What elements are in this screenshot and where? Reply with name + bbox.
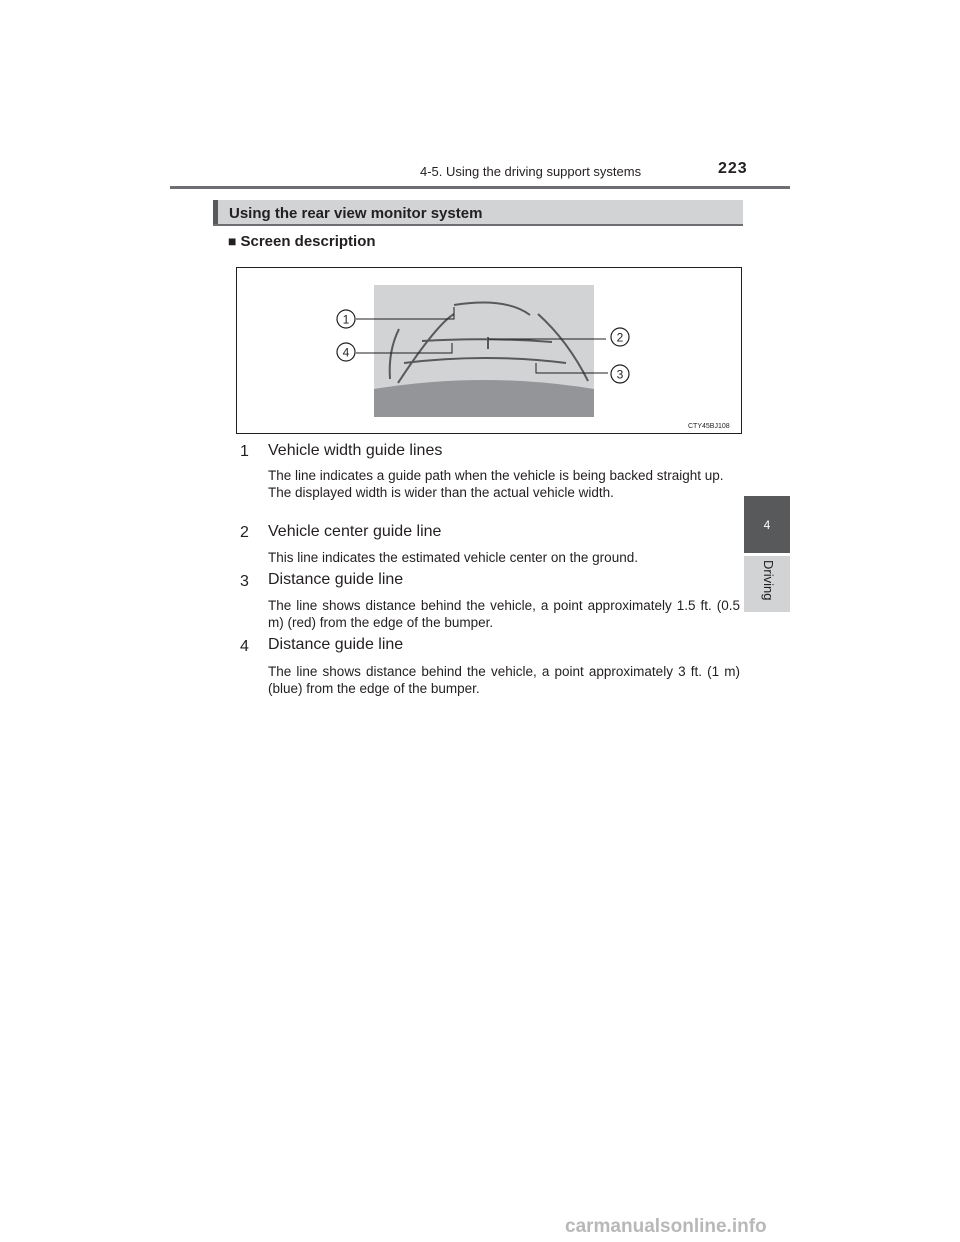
- item-title: Vehicle center guide line: [268, 523, 442, 540]
- bumper-area: [374, 380, 594, 417]
- header-divider: [170, 186, 790, 189]
- watermark-text: carmanualsonline.info: [565, 1216, 767, 1237]
- callout-3: [611, 365, 629, 383]
- chapter-number-tab: [744, 496, 790, 553]
- callout-2: [611, 328, 629, 346]
- square-bullet-icon: ■: [228, 233, 237, 249]
- svg-text:2: 2: [616, 330, 624, 345]
- item-number: 3: [240, 573, 249, 590]
- item-title: Distance guide line: [268, 571, 404, 588]
- callout-4: [337, 343, 355, 361]
- item-title: Vehicle width guide lines: [268, 442, 443, 459]
- subheading-text: Screen description: [240, 233, 376, 250]
- item-title: Distance guide line: [268, 636, 404, 653]
- item-description-line: The line shows distance behind the vehicle, a point approximately 3 ft. (1 m) (blue) from the edge of the bumper.: [268, 664, 740, 696]
- item-description: [268, 597, 740, 631]
- figure-code: CTY45BJ108: [688, 423, 730, 430]
- subheading: [228, 233, 376, 250]
- item-description-line: This line indicates the estimated vehicle center on the ground.: [268, 550, 638, 565]
- chapter-number: 4: [763, 517, 771, 532]
- rear-view-monitor-illustration: [236, 267, 742, 434]
- section-title-bar: [213, 200, 743, 226]
- section-title: Using the rear view monitor system: [229, 205, 483, 222]
- item-description: [268, 467, 740, 501]
- item-description: [268, 549, 740, 566]
- item-description-line: The line shows distance behind the vehicle, a point approximately 1.5 ft. (0.5 m) (red) from the edge of the bumper.: [268, 598, 740, 630]
- item-description: [268, 663, 740, 697]
- svg-text:1: 1: [342, 312, 350, 327]
- item-description-line: The line indicates a guide path when the vehicle is being backed straight up.: [268, 468, 724, 483]
- section-bar-accent: [213, 200, 218, 224]
- running-header: 4-5. Using the driving support systems: [420, 164, 642, 179]
- item-number: 1: [240, 443, 249, 460]
- chapter-label-tab: [744, 556, 790, 612]
- page-number: 223: [718, 160, 748, 177]
- chapter-label: Driving: [761, 560, 776, 601]
- item-description-line: The displayed width is wider than the actual vehicle width.: [268, 485, 614, 500]
- item-number: 4: [240, 638, 249, 655]
- callout-1: [337, 310, 355, 328]
- item-number: 2: [240, 524, 249, 541]
- svg-text:4: 4: [342, 345, 350, 360]
- svg-text:3: 3: [616, 367, 624, 382]
